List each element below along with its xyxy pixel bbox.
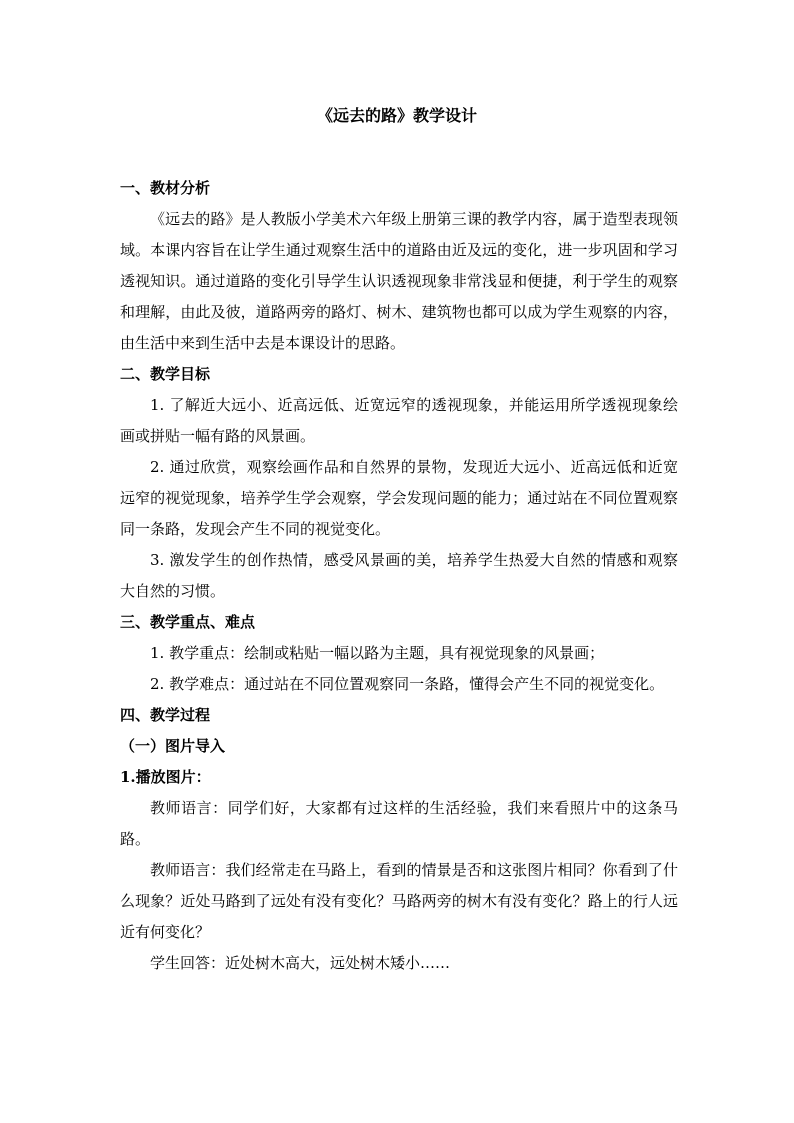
teacher-speech-2: 教师语言：我们经常走在马路上，看到的情景是否和这张图片相同？你看到了什么现象？近处马路到了远处有没有变化？马路两旁的树木有没有变化？路上的行人远近有何变化？ (120, 861, 678, 941)
student-answer: 学生回答：近处树木高大，远处树木矮小…… (150, 954, 451, 972)
paragraph-textbook-analysis: 《远去的路》是人教版小学美术六年级上册第三课的教学内容，属于造型表现领域。本课内容旨在让学生通过观察生活中的道路由近及远的变化，进一步巩固和学习透视知识。通过道路的变化引导学生认识透视现象非常浅显和便捷，利于学生的观察和理解，由此及彼，道路两旁的路灯、树木、建筑物也都可以成为学生观察的内容，由生活中来到生活中去是本课设计的思路。 (120, 210, 678, 352)
goal-item-3: 3. 激发学生的创作热情，感受风景画的美，培养学生热爱大自然的情感和观察大自然的习惯。 (120, 551, 678, 600)
teacher-speech-1: 教师语言：同学们好，大家都有过这样的生活经验，我们来看照片中的这条马路。 (120, 799, 678, 848)
section-heading-textbook-analysis: 一、教材分析 (120, 179, 211, 197)
document-title: 《远去的路》教学设计 (316, 106, 477, 125)
goal-item-1: 1. 了解近大远小、近高远低、近宽远窄的透视现象，并能运用所学透视现象绘画或拼贴一幅有路的风景画。 (120, 396, 678, 445)
goal-item-2: 2. 通过欣赏，观察绘画作品和自然界的景物，发现近大远小、近高远低和近宽远窄的视觉现象，培养学生学会观察，学会发现问题的能力；通过站在不同位置观察同一条路，发现会产生不同的视觉变化。 (120, 458, 678, 538)
section-heading-teaching-goals: 二、教学目标 (120, 365, 211, 383)
difficulty-item: 2. 教学难点：通过站在不同位置观察同一条路，懂得会产生不同的视觉变化。 (150, 675, 665, 693)
document-body (120, 173, 678, 979)
section-heading-teaching-process: 四、教学过程 (120, 706, 211, 724)
subheading-picture-intro: （一）图片导入 (120, 737, 226, 755)
subheading-play-pictures: 1.播放图片： (120, 768, 211, 786)
key-point-item: 1. 教学重点：绘制或粘贴一幅以路为主题，具有视觉现象的风景画； (150, 644, 605, 662)
section-heading-key-points: 三、教学重点、难点 (120, 613, 256, 631)
